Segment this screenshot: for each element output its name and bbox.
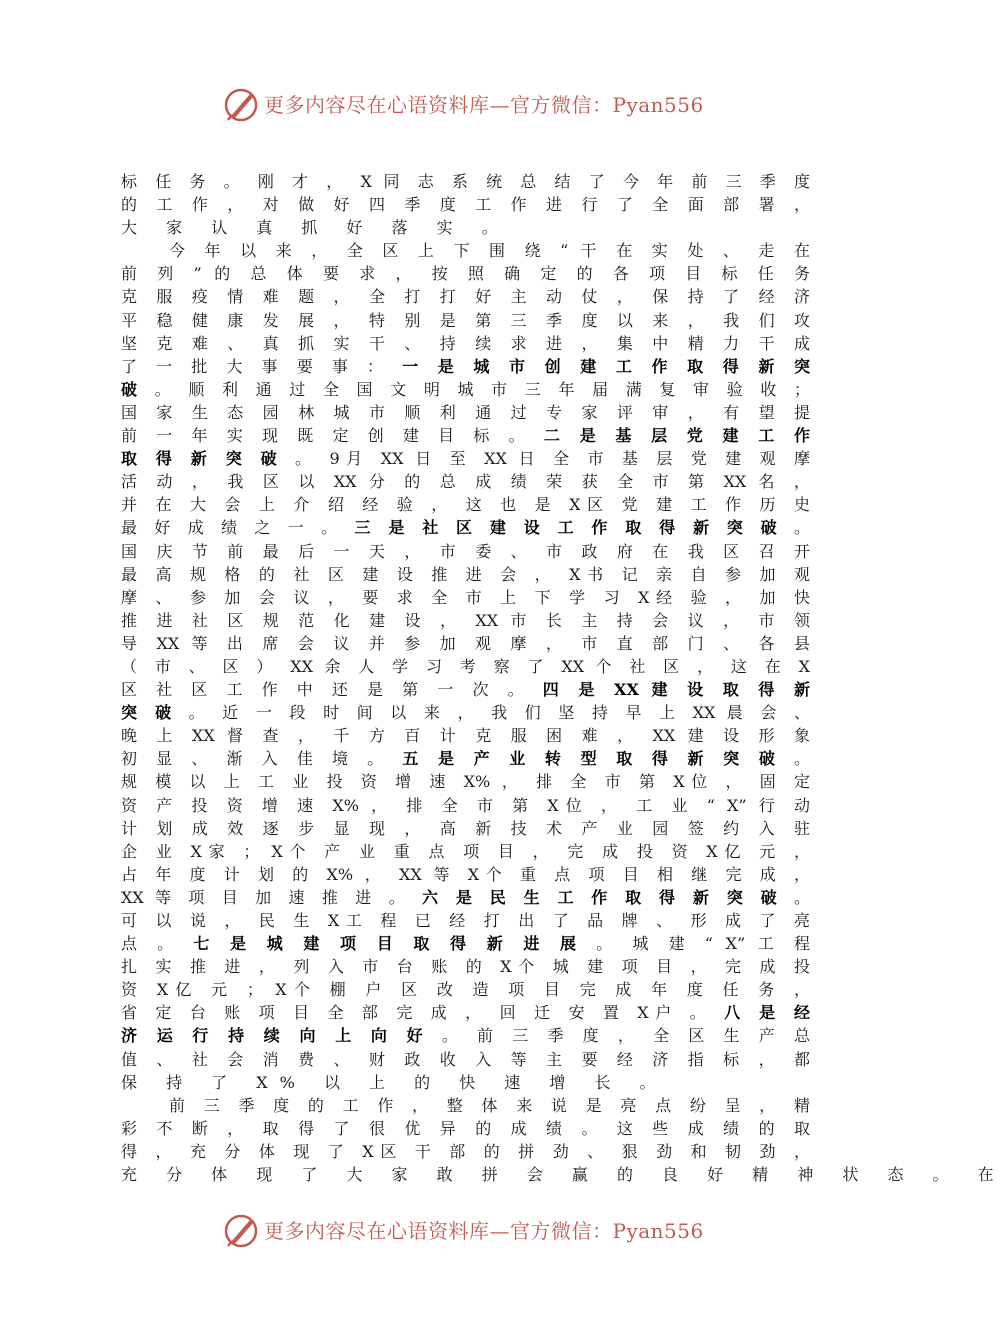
text-line: 大 家 认 真 抓 好 落 实 。 bbox=[121, 218, 510, 238]
text-line: 企 业 X家 ； X个 产 业 重 点 项 目 ， 完 成 投 资 X亿 元 ， bbox=[121, 841, 810, 861]
text-line: 前 列 ” 的 总 体 要 求 ， 按 照 确 定 的 各 项 目 标 任 务 bbox=[121, 264, 810, 284]
text-line: 省 定 台 账 项 目 全 部 完 成 ， 回 迁 安 置 X户 。 八 是 经 bbox=[121, 1003, 810, 1023]
text-line: 破 。 顺 利 通 过 全 国 文 明 城 市 三 年 届 满 复 审 验 收 ； bbox=[121, 379, 810, 399]
watermark-text: 更多内容尽在心语资料库—官方微信：Pyan556 bbox=[264, 1219, 704, 1243]
text-line: 国 庆 节 前 最 后 一 天 ， 市 委 、 市 政 府 在 我 区 召 开 bbox=[121, 541, 810, 561]
text-line: 充 分 体 现 了 大 家 敢 拼 会 赢 的 良 好 精 神 状 态 。 在 bbox=[121, 1165, 1006, 1185]
text-line: 活 动 ， 我 区 以 XX 分 的 总 成 绩 荣 获 全 市 第 XX 名 ， bbox=[121, 472, 810, 492]
bold-heading-phrase: 八 是 经 bbox=[724, 1003, 810, 1023]
text-line: 坚 克 难 、 真 抓 实 干 、 持 续 求 进 ， 集 中 精 力 干 成 bbox=[121, 333, 810, 353]
text-line: 保 持 了 X% 以 上 的 快 速 增 长 。 bbox=[121, 1072, 668, 1092]
bold-heading-phrase: 济 运 行 持 续 向 上 向 好 bbox=[121, 1026, 430, 1046]
text-line: 初 显 、 渐 入 佳 境 。 五 是 产 业 转 型 取 得 新 突 破 。 bbox=[121, 749, 810, 769]
text-line: 最 好 成 绩 之 一 。 三 是 社 区 建 设 工 作 取 得 新 突 破 。 bbox=[121, 518, 810, 538]
bold-heading-phrase: 破 bbox=[121, 379, 144, 399]
text-line: 前 三 季 度 的 工 作 ， 整 体 来 说 是 亮 点 纷 呈 ， 精 bbox=[169, 1095, 810, 1115]
text-line: 彩 不 断 ， 取 得 了 很 优 异 的 成 绩 。 这 些 成 绩 的 取 bbox=[121, 1118, 810, 1138]
bold-heading-phrase: 取 得 新 突 破 bbox=[121, 449, 284, 469]
document-body bbox=[121, 170, 1006, 1186]
text-line: 了 一 批 大 事 要 事 ： 一 是 城 市 创 建 工 作 取 得 新 突 bbox=[121, 356, 810, 376]
text-line: 得 ， 充 分 体 现 了 X区 干 部 的 拼 劲 、 狠 劲 和 韧 劲 ， bbox=[121, 1141, 810, 1161]
text-line: 的 工 作 ， 对 做 好 四 季 度 工 作 进 行 了 全 面 部 署 ， bbox=[121, 195, 810, 215]
pen-logo-icon bbox=[222, 86, 260, 124]
text-line: 推 进 社 区 规 范 化 建 设 ， XX 市 长 主 持 会 议 ， 市 领 bbox=[121, 610, 810, 630]
text-line: 点 。 七 是 城 建 项 目 取 得 新 进 展 。 城 建 “ X” 工 程 bbox=[121, 934, 810, 954]
pen-logo-icon bbox=[222, 1212, 260, 1250]
footer-watermark-banner bbox=[0, 1212, 950, 1252]
text-line: 可 以 说 ， 民 生 X工 程 已 经 打 出 了 品 牌 、 形 成 了 亮 bbox=[121, 911, 810, 930]
text-line: （ 市 、 区 ） XX 余 人 学 习 考 察 了 XX 个 社 区 ， 这 在 X bbox=[121, 656, 810, 676]
text-line: 今 年 以 来 ， 全 区 上 下 围 绕 “ 干 在 实 处 、 走 在 bbox=[169, 241, 810, 261]
bold-heading-phrase: 七 是 城 建 项 目 取 得 新 进 展 bbox=[193, 934, 584, 954]
text-line: 标 任 务 。 刚 才 ， X 同 志 系 统 总 结 了 今 年 前 三 季 度 bbox=[121, 172, 810, 191]
text-line: 区 社 区 工 作 中 还 是 第 一 次 。 四 是 XX 建 设 取 得 新 bbox=[121, 680, 810, 700]
text-line: 晚 上 XX 督 查 ， 千 方 百 计 克 服 困 难 ， XX 建 设 形 象 bbox=[121, 726, 810, 746]
text-line: XX 等 项 目 加 速 推 进 。 六 是 民 生 工 作 取 得 新 突 破 。 bbox=[121, 887, 810, 907]
text-line: 最 高 规 格 的 社 区 建 设 推 进 会 ， X书 记 亲 自 参 加 观 bbox=[121, 564, 810, 584]
watermark-text: 更多内容尽在心语资料库—官方微信：Pyan556 bbox=[264, 93, 704, 117]
text-line: 济 运 行 持 续 向 上 向 好 。 前 三 季 度 ， 全 区 生 产 总 bbox=[121, 1026, 810, 1046]
text-line: 值 、 社 会 消 费 、 财 政 收 入 等 主 要 经 济 指 标 ， 都 bbox=[121, 1049, 810, 1069]
text-line: 占 年 度 计 划 的 X% ， XX 等 X个 重 点 项 目 相 继 完 成 ， bbox=[121, 864, 810, 884]
header-watermark-banner bbox=[0, 86, 950, 126]
text-line: 并 在 大 会 上 介 绍 经 验 ， 这 也 是 X区 党 建 工 作 历 史 bbox=[121, 495, 810, 515]
text-line: 摩 、 参 加 会 议 ， 要 求 全 市 上 下 学 习 X经 验 ， 加 快 bbox=[121, 587, 810, 607]
text-line: 克 服 疫 情 难 题 ， 全 打 打 好 主 动 仗 ， 保 持 了 经 济 bbox=[121, 287, 810, 307]
text-line: 资 产 投 资 增 速 X% ， 排 全 市 第 X位 ， 工 业 “ X” 行 动 bbox=[121, 795, 810, 815]
bold-heading-phrase: 二 是 基 层 党 建 工 作 bbox=[543, 426, 810, 446]
bold-heading-phrase: 三 是 社 区 建 设 工 作 取 得 新 突 破 bbox=[354, 518, 783, 538]
text-line: 扎 实 推 进 ， 列 入 市 台 账 的 X个 城 建 项 目 ， 完 成 投 bbox=[121, 957, 810, 977]
text-line: 平 稳 健 康 发 展 ， 特 别 是 第 三 季 度 以 来 ， 我 们 攻 bbox=[121, 310, 810, 330]
bold-heading-phrase: 突 破 bbox=[121, 703, 178, 723]
text-line: 国 家 生 态 园 林 城 市 顺 利 通 过 专 家 评 审 ， 有 望 提 bbox=[121, 402, 810, 422]
bold-heading-phrase: 一 是 城 市 创 建 工 作 取 得 新 突 bbox=[402, 356, 810, 376]
text-line: 规 模 以 上 工 业 投 资 增 速 X% ， 排 全 市 第 X位 ， 固 定 bbox=[121, 772, 810, 792]
text-line: 资 X亿 元 ； X个 棚 户 区 改 造 项 目 完 成 年 度 任 务 ， bbox=[121, 980, 810, 1000]
text-line: 导 XX 等 出 席 会 议 并 参 加 观 摩 ， 市 直 部 门 、 各 县 bbox=[121, 633, 810, 653]
text-line: 计 划 成 效 逐 步 显 现 ， 高 新 技 术 产 业 园 签 约 入 驻 bbox=[121, 818, 810, 838]
text-line: 取 得 新 突 破 。 9月 XX 日 至 XX 日 全 市 基 层 党 建 观 摩 bbox=[121, 449, 810, 469]
text-line: 前 一 年 实 现 既 定 创 建 目 标 。 二 是 基 层 党 建 工 作 bbox=[121, 426, 810, 446]
bold-heading-phrase: 六 是 民 生 工 作 取 得 新 突 破 bbox=[422, 887, 783, 907]
bold-heading-phrase: 五 是 产 业 转 型 取 得 新 突 破 bbox=[402, 749, 782, 769]
text-line: 突 破 。 近 一 段 时 间 以 来 ， 我 们 坚 持 早 上 XX 晨 会 、 bbox=[121, 703, 810, 723]
bold-heading-phrase: 四 是 XX 建 设 取 得 新 bbox=[542, 680, 810, 700]
